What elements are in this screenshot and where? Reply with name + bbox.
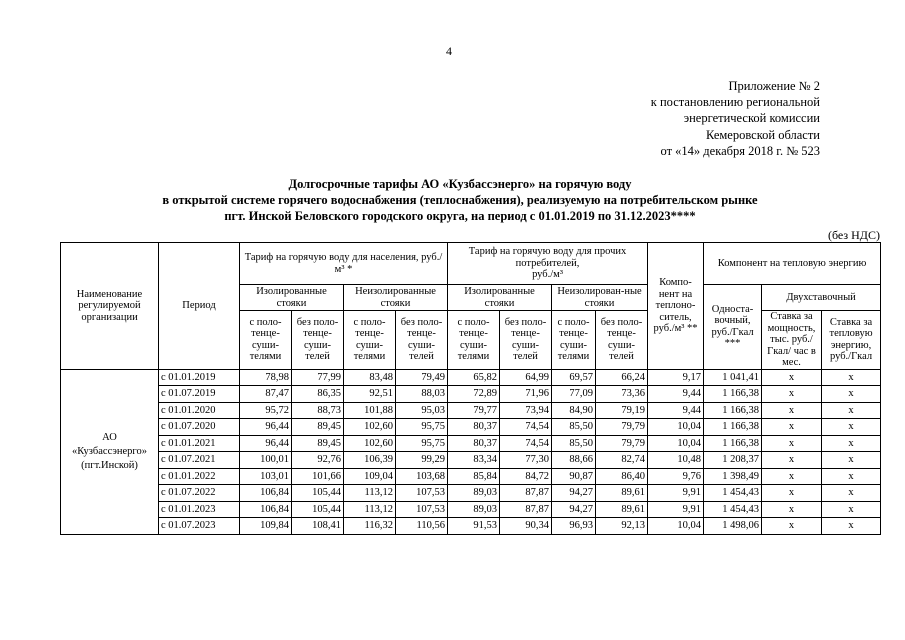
value-cell: 88,03 [396,386,448,403]
value-cell: 102,60 [344,419,396,436]
value-cell: 89,45 [292,435,344,452]
table-row [61,386,881,403]
organization-line: АО [102,431,117,443]
value-cell: 65,82 [448,369,500,386]
value-cell: 87,87 [500,485,552,502]
table-row [61,402,881,419]
table-row [61,501,881,518]
value-cell: 83,48 [344,369,396,386]
value-cell: 87,87 [500,501,552,518]
period-cell: с 01.01.2021 [159,435,240,452]
appendix-line: Приложение № 2 [728,79,820,93]
value-cell: х [762,369,822,386]
document-title [60,176,860,224]
value-cell: 74,54 [500,435,552,452]
value-cell: 102,60 [344,435,396,452]
value-cell: 91,53 [448,518,500,535]
value-cell: 105,44 [292,501,344,518]
value-cell: 84,90 [552,402,596,419]
value-cell: 96,93 [552,518,596,535]
table-header [61,243,881,370]
value-cell: 64,99 [500,369,552,386]
header-other-tariff [448,243,648,285]
value-cell: 10,04 [648,518,704,535]
value-cell: 106,84 [240,485,292,502]
value-cell: 73,94 [500,402,552,419]
value-cell: 79,49 [396,369,448,386]
value-cell: 9,91 [648,485,704,502]
value-cell: 92,76 [292,452,344,469]
value-cell: 79,79 [596,435,648,452]
table-row [61,468,881,485]
value-cell: 89,61 [596,501,648,518]
value-cell: 92,13 [596,518,648,535]
value-cell: 78,98 [240,369,292,386]
table-row [61,518,881,535]
value-cell: 80,37 [448,419,500,436]
header-with-dryers: с поло-тенце-суши-телями [448,311,500,370]
value-cell: х [822,468,881,485]
header-carrier-component: Компо-нент на теплоно-ситель, руб./м³ ** [648,243,704,370]
header-insulated: Изолированные стояки [240,285,344,311]
value-cell: 1 454,43 [704,485,762,502]
value-cell: 1 166,38 [704,402,762,419]
table-row [61,485,881,502]
value-cell: 86,35 [292,386,344,403]
value-cell: 1 498,06 [704,518,762,535]
appendix-line: энергетической комиссии [683,111,820,126]
page-number: 4 [446,44,452,58]
value-cell: х [762,468,822,485]
value-cell: 101,88 [344,402,396,419]
organization-cell [61,369,159,534]
value-cell: 72,89 [448,386,500,403]
value-cell: 113,12 [344,485,396,502]
value-cell: х [822,386,881,403]
header-population-tariff: Тариф на горячую воду для населения, руб./м³ * [240,243,448,285]
value-cell: 73,36 [596,386,648,403]
value-cell: 95,03 [396,402,448,419]
value-cell: 87,47 [240,386,292,403]
value-cell: 99,29 [396,452,448,469]
header-energy-rate: Ставка за тепловую энергию, руб./Гкал [822,311,881,370]
value-cell: 96,44 [240,419,292,436]
header-insulated: Изолированные стояки [448,285,552,311]
header-two-rate: Двухставочный [762,285,881,311]
period-cell: с 01.01.2023 [159,501,240,518]
header-period: Период [159,243,240,370]
value-cell: 10,48 [648,452,704,469]
table-body [61,369,881,534]
header-organization: Наименование регулируемой организации [61,243,159,370]
value-cell: х [762,402,822,419]
value-cell: х [822,419,881,436]
value-cell: 9,44 [648,386,704,403]
value-cell: 84,72 [500,468,552,485]
value-cell: 74,54 [500,419,552,436]
value-cell: х [822,369,881,386]
value-cell: 109,84 [240,518,292,535]
value-cell: 86,40 [596,468,648,485]
value-cell: 88,73 [292,402,344,419]
header-other-tariff-unit: руб./м³ [532,269,563,281]
value-cell: 83,34 [448,452,500,469]
period-cell: с 01.01.2019 [159,369,240,386]
value-cell: 90,34 [500,518,552,535]
value-cell: х [762,435,822,452]
value-cell: 89,03 [448,501,500,518]
value-cell: 90,87 [552,468,596,485]
title-line: Долгосрочные тарифы АО «Кузбассэнерго» на горячую воду [288,177,632,191]
header-uninsulated: Неизолированные стояки [344,285,448,311]
value-cell: 9,76 [648,468,704,485]
value-cell: 101,66 [292,468,344,485]
value-cell: 80,37 [448,435,500,452]
tariff-table [60,242,881,535]
value-cell: 113,12 [344,501,396,518]
value-cell: 100,01 [240,452,292,469]
header-without-dryers: без поло-тенце-суши-телей [396,311,448,370]
value-cell: 10,04 [648,435,704,452]
value-cell: 79,77 [448,402,500,419]
value-cell: 1 398,49 [704,468,762,485]
value-cell: 106,84 [240,501,292,518]
period-cell: с 01.07.2019 [159,386,240,403]
value-cell: х [822,518,881,535]
appendix-line: от «14» декабря 2018 г. № 523 [660,143,820,158]
value-cell: х [822,501,881,518]
value-cell: х [822,402,881,419]
vat-note: (без НДС) [827,228,880,242]
value-cell: х [762,485,822,502]
value-cell: 95,75 [396,435,448,452]
value-cell: 1 208,37 [704,452,762,469]
value-cell: х [762,518,822,535]
value-cell: 9,17 [648,369,704,386]
organization-line: «Кузбассэнерго» [72,445,147,457]
appendix-line: Кемеровской области [705,127,820,142]
header-without-dryers: без поло-тенце-суши-телей [500,311,552,370]
appendix-line: к постановлению региональной [650,95,820,110]
header-with-dryers: с поло-тенце-суши-телями [552,311,596,370]
value-cell: х [822,452,881,469]
period-cell: с 01.01.2020 [159,402,240,419]
value-cell: 82,74 [596,452,648,469]
value-cell: 107,53 [396,485,448,502]
value-cell: 85,50 [552,435,596,452]
table-row [61,452,881,469]
period-cell: с 01.07.2020 [159,419,240,436]
header-heat-component: Компонент на тепловую энергию [704,243,881,285]
value-cell: 77,09 [552,386,596,403]
value-cell: 1 166,38 [704,386,762,403]
value-cell: х [822,435,881,452]
value-cell: 69,57 [552,369,596,386]
value-cell: 9,44 [648,402,704,419]
header-other-tariff-line: Тариф на горячую воду для прочих потребителей, [468,246,627,269]
table-row [61,369,881,386]
value-cell: х [822,485,881,502]
title-line: в открытой системе горячего водоснабжения (теплоснабжения), реализуемую на потребительском рынке [162,193,758,207]
value-cell: 77,30 [500,452,552,469]
header-with-dryers: с поло-тенце-суши-телями [240,311,292,370]
value-cell: 95,75 [396,419,448,436]
header-without-dryers: без поло-тенце-суши-телей [596,311,648,370]
value-cell: 92,51 [344,386,396,403]
value-cell: 89,61 [596,485,648,502]
value-cell: 88,66 [552,452,596,469]
value-cell: 71,96 [500,386,552,403]
value-cell: х [762,386,822,403]
value-cell: 79,19 [596,402,648,419]
value-cell: 109,04 [344,468,396,485]
value-cell: 66,24 [596,369,648,386]
period-cell: с 01.01.2022 [159,468,240,485]
value-cell: 77,99 [292,369,344,386]
header-capacity-rate: Ставка за мощность, тыс. руб./ Гкал/ час в мес. [762,311,822,370]
table-row [61,419,881,436]
value-cell: 103,68 [396,468,448,485]
value-cell: 108,41 [292,518,344,535]
value-cell: 94,27 [552,485,596,502]
value-cell: 85,50 [552,419,596,436]
value-cell: 10,04 [648,419,704,436]
value-cell: 96,44 [240,435,292,452]
value-cell: 89,03 [448,485,500,502]
value-cell: х [762,501,822,518]
value-cell: 95,72 [240,402,292,419]
period-cell: с 01.07.2023 [159,518,240,535]
value-cell: 105,44 [292,485,344,502]
appendix-block [590,78,820,159]
value-cell: 94,27 [552,501,596,518]
value-cell: 106,39 [344,452,396,469]
value-cell: 1 041,41 [704,369,762,386]
header-with-dryers: с поло-тенце-суши-телями [344,311,396,370]
value-cell: х [762,452,822,469]
header-uninsulated: Неизолирован-ные стояки [552,285,648,311]
header-without-dryers: без поло-тенце-суши-телей [292,311,344,370]
value-cell: 107,53 [396,501,448,518]
value-cell: 85,84 [448,468,500,485]
value-cell: 9,91 [648,501,704,518]
value-cell: х [762,419,822,436]
value-cell: 116,32 [344,518,396,535]
organization-line: (пгт.Инской) [81,459,138,471]
period-cell: с 01.07.2022 [159,485,240,502]
header-single-rate: Односта-вочный, руб./Гкал *** [704,285,762,370]
period-cell: с 01.07.2021 [159,452,240,469]
value-cell: 1 166,38 [704,435,762,452]
value-cell: 1 454,43 [704,501,762,518]
value-cell: 110,56 [396,518,448,535]
title-line: пгт. Инской Беловского городского округа, на период с 01.01.2019 по 31.12.2023**** [224,209,696,223]
table-row [61,435,881,452]
value-cell: 103,01 [240,468,292,485]
value-cell: 79,79 [596,419,648,436]
value-cell: 89,45 [292,419,344,436]
value-cell: 1 166,38 [704,419,762,436]
